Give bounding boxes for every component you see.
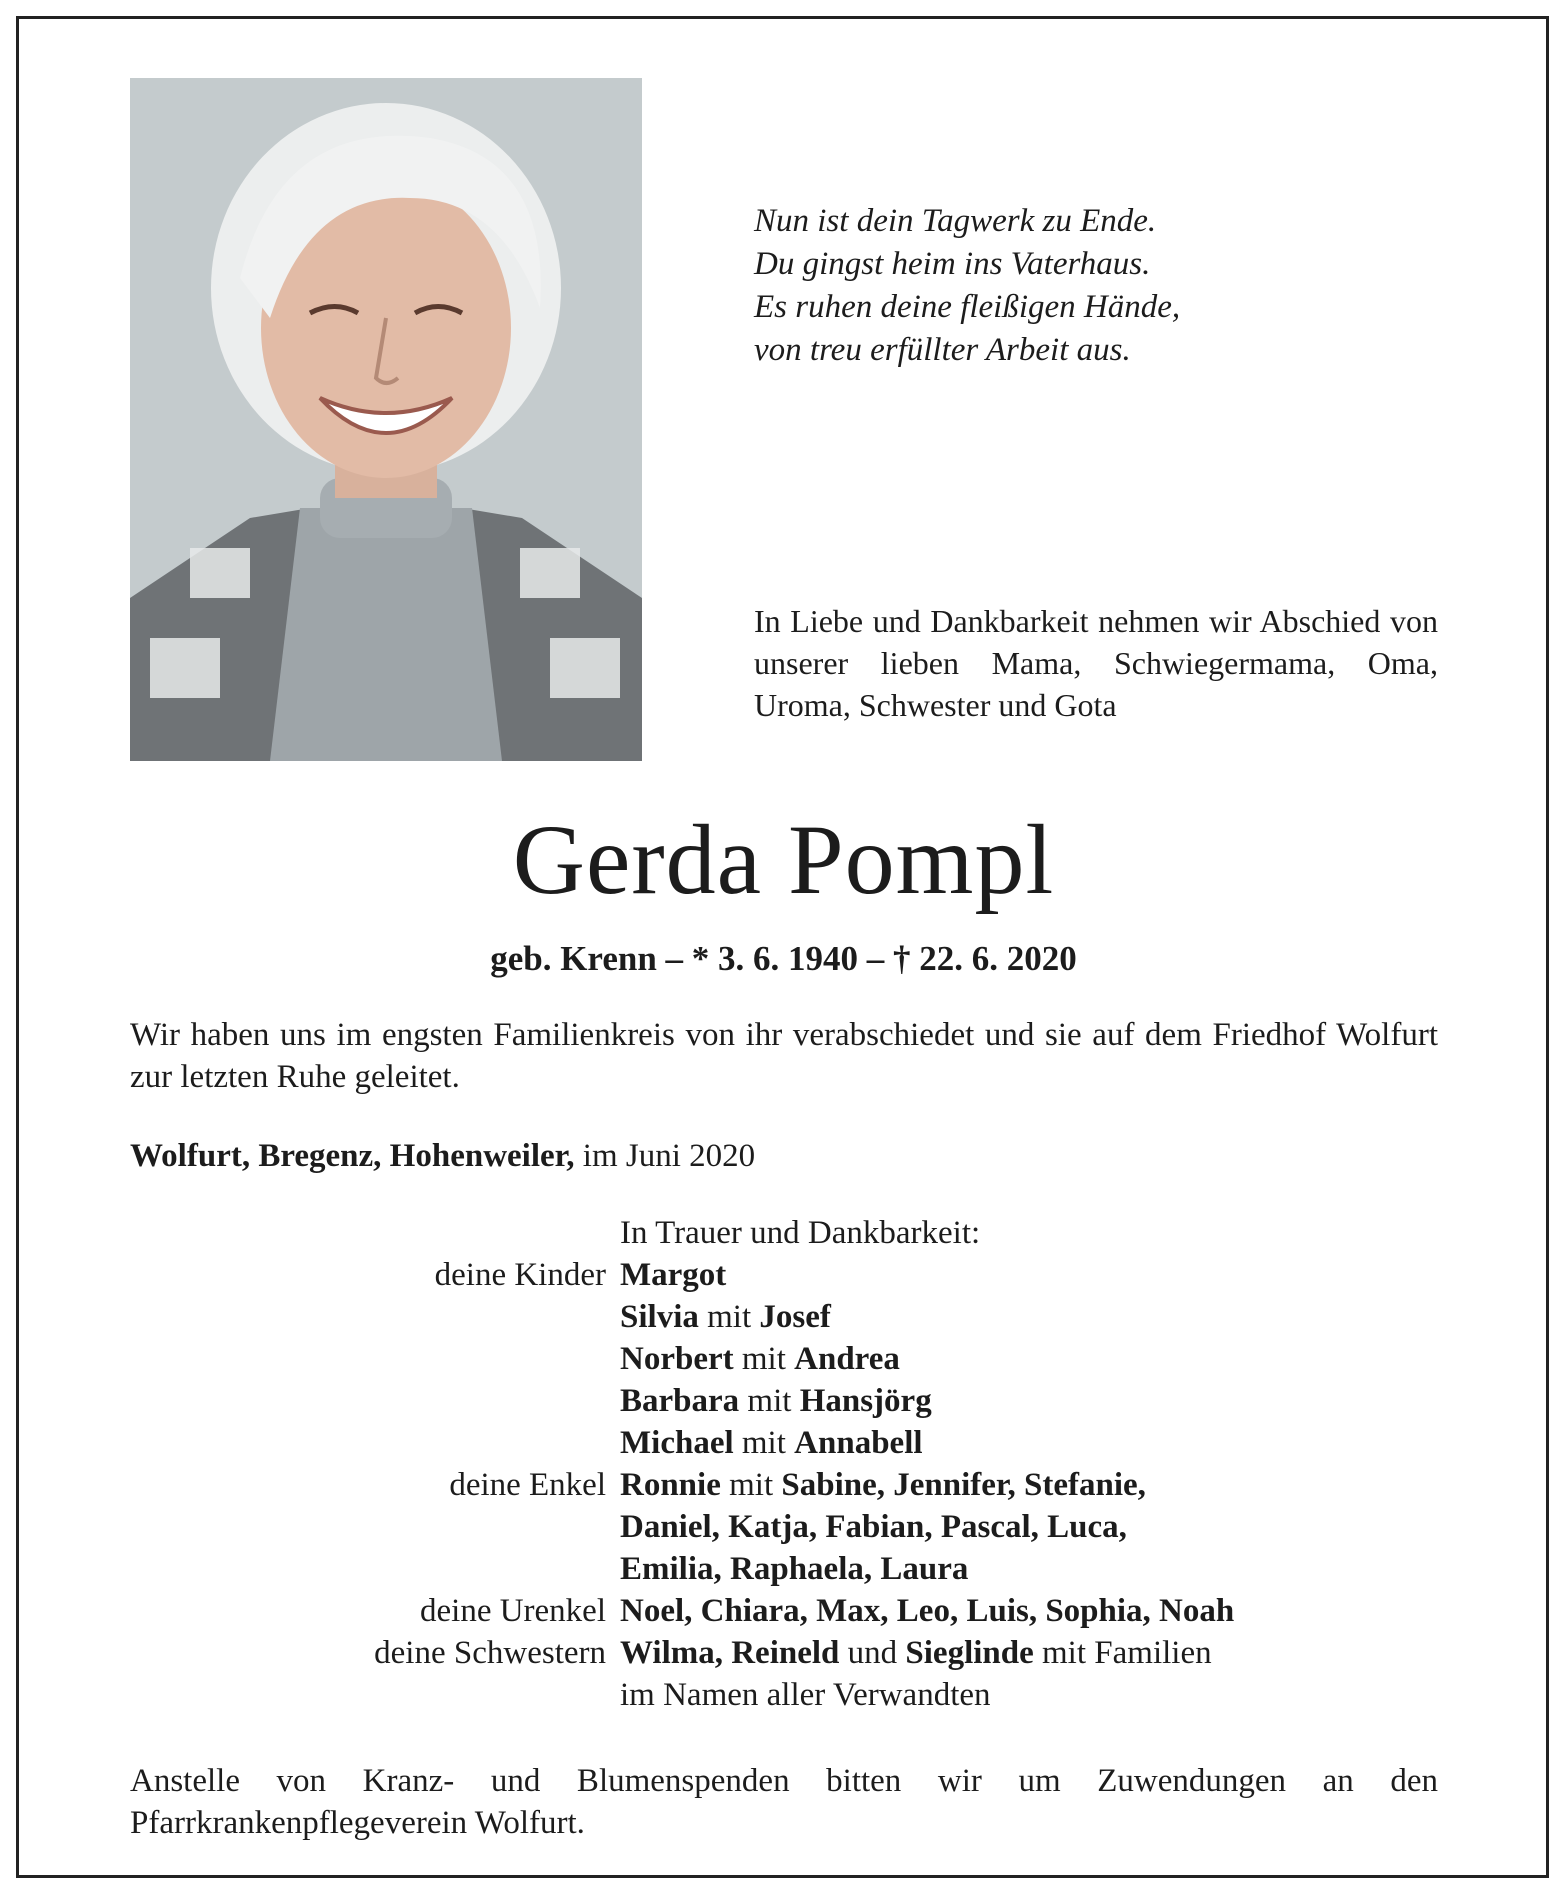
portrait-illustration xyxy=(130,78,642,761)
kinder-row xyxy=(130,1422,1438,1464)
poem-line: Du gingst heim ins Vaterhaus. xyxy=(754,246,1151,282)
mourner-name: Daniel, Katja, Fabian, Pascal, Luca, xyxy=(620,1509,1127,1545)
announcement-text: Wir haben uns im engsten Familienkreis von ihr verabschiedet und sie auf dem Friedhof Wolfurt zur letzten Ruhe geleitet. xyxy=(130,1017,1438,1095)
connector: mit xyxy=(733,1341,795,1377)
relation-label: deine Enkel xyxy=(449,1467,606,1503)
places-and-date xyxy=(130,1135,1438,1177)
mourner-name: Ronnie xyxy=(620,1467,721,1503)
mourner-name: Norbert xyxy=(620,1341,734,1377)
enkel-row xyxy=(130,1506,1438,1548)
connector: mit xyxy=(720,1467,782,1503)
kinder-row xyxy=(130,1254,1438,1296)
poem xyxy=(754,200,1454,372)
mourner-name: Annabell xyxy=(794,1425,923,1461)
mourner-name: Andrea xyxy=(794,1341,900,1377)
donation-note: Anstelle von Kranz- und Blumenspenden bitten wir um Zuwendungen an den Pfarrkrankenpflegeverein Wolfurt. xyxy=(130,1763,1438,1841)
poem-line: Es ruhen deine fleißigen Hände, xyxy=(754,289,1181,325)
mourners-heading: In Trauer und Dankbarkeit: xyxy=(620,1215,981,1251)
connector: mit xyxy=(698,1299,760,1335)
kinder-row xyxy=(130,1296,1438,1338)
relation-label: deine Schwestern xyxy=(374,1635,606,1671)
portrait-photo xyxy=(130,78,642,761)
verwandte-row xyxy=(130,1674,1438,1716)
connector: mit xyxy=(739,1383,800,1419)
poem-line: Nun ist dein Tagwerk zu Ende. xyxy=(754,203,1157,239)
mourner-name: Barbara xyxy=(620,1383,740,1419)
enkel-row xyxy=(130,1548,1438,1590)
mourner-name: Sabine, Jennifer, Stefanie, xyxy=(781,1467,1146,1503)
mourner-name: Silvia xyxy=(620,1299,699,1335)
connector: mit xyxy=(733,1425,795,1461)
month-year: im Juni 2020 xyxy=(574,1138,756,1174)
relation-label: deine Kinder xyxy=(434,1257,606,1293)
farewell-text: In Liebe und Dankbarkeit nehmen wir Abschied von unserer lieben Mama, Schwiegermama, Oma, Uroma, Schwester und Gota xyxy=(754,603,1438,723)
mourner-name: Hansjörg xyxy=(799,1383,932,1419)
places: Wolfurt, Bregenz, Hohenweiler, xyxy=(130,1138,575,1174)
mourners-list xyxy=(130,1212,1438,1716)
poem-line: von treu erfüllter Arbeit aus. xyxy=(754,332,1131,368)
relation-label: deine Urenkel xyxy=(420,1593,606,1629)
mourner-name: Michael xyxy=(620,1425,734,1461)
deceased-name: Gerda Pompl xyxy=(512,804,1055,915)
urenkel-row xyxy=(130,1590,1438,1632)
mourner-name: Wilma, Reineld xyxy=(620,1635,840,1671)
kinder-row xyxy=(130,1338,1438,1380)
mourner-name: Noel, Chiara, Max, Leo, Luis, Sophia, Noah xyxy=(620,1593,1235,1629)
mourner-name: Josef xyxy=(759,1299,831,1335)
mourner-name: Sieglinde xyxy=(905,1635,1034,1671)
mourner-name: Margot xyxy=(620,1257,727,1293)
mourners-heading-row xyxy=(130,1212,1438,1254)
mourner-name: Emilia, Raphaela, Laura xyxy=(620,1551,969,1587)
enkel-row xyxy=(130,1464,1438,1506)
kinder-row xyxy=(130,1380,1438,1422)
birth-death-dates: geb. Krenn – * 3. 6. 1940 – † 22. 6. 2020 xyxy=(490,939,1077,978)
verwandte-text: im Namen aller Verwandten xyxy=(620,1677,991,1713)
connector: mit Familien xyxy=(1033,1635,1212,1671)
schwestern-row xyxy=(130,1632,1438,1674)
connector: und xyxy=(839,1635,906,1671)
